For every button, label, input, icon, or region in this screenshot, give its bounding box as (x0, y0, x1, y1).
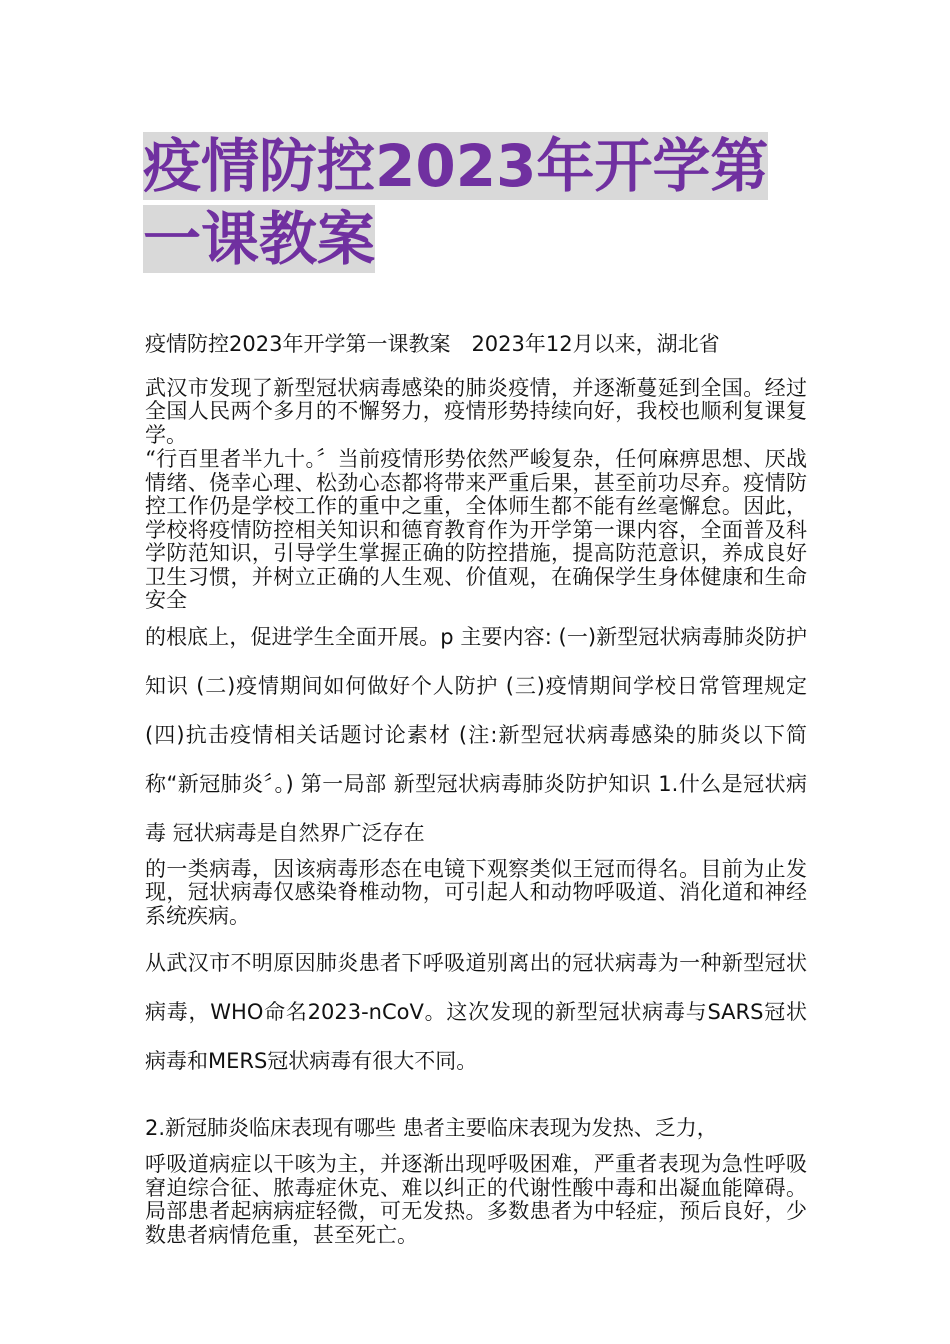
paragraph-new-coronavirus: 从武汉市不明原因肺炎患者下呼吸道别离出的冠状病毒为一种新型冠状病毒，WHO命名2023-nCoV。这次发现的新型冠状病毒与SARS冠状病毒和MERS冠状病毒有很大不同。 (145, 951, 807, 1073)
paragraph-situation: “行百里者半九十。〞当前疫情形势依然严峻复杂，任何麻痹思想、厌战情绪、侥幸心理、松劲心态都将带来严重后果，甚至前功尽弃。疫情防控工作仍是学校工作的重中之重，全体师生都不能有丝毫懈怠。因此，学校将疫情防控相关知识和德育教育作为开学第一课内容，全面普及科学防范知识，引导学生掌握正确的防控措施，提高防范意识，养成良好卫生习惯，并树立正确的人生观、价值观，在确保学生身体健康和生命安全 (145, 447, 807, 612)
document-title (143, 130, 808, 276)
paragraph-coronavirus-definition: 的一类病毒，因该病毒形态在电镜下观察类似王冠而得名。目前为止发现，冠状病毒仅感染脊椎动物，可引起人和动物呼吸道、消化道和神经系统疾病。 (145, 856, 807, 928)
paragraph-outbreak: 武汉市发现了新型冠状病毒感染的肺炎疫情，并逐渐蔓延到全国。经过全国人民两个多月的不懈努力，疫情形势持续向好，我校也顺利复课复学。 (145, 375, 807, 447)
document-title-text: 疫情防控2023年开学第一课教案 (143, 132, 769, 273)
paragraph-symptoms-heading: 2.新冠肺炎临床表现有哪些 患者主要临床表现为发热、乏力， (145, 1116, 718, 1140)
paragraph-intro: 疫情防控2023年开学第一课教案 2023年12月以来，湖北省 (145, 332, 720, 356)
paragraph-symptoms: 呼吸道病症以干咳为主，并逐渐出现呼吸困难，严重者表现为急性呼吸窘迫综合征、脓毒症休克、难以纠正的代谢性酸中毒和出凝血能障碍。局部患者起病病症轻微，可无发热。多数患者为中轻症，预后良好，少数患者病情危重，甚至死亡。 (145, 1152, 807, 1247)
paragraph-main-content: 的根底上，促进学生全面开展。p 主要内容: (一)新型冠状病毒肺炎防护知识 (二)疫情期间如何做好个人防护 (三)疫情期间学校日常管理规定 (四)抗击疫情相关话题讨论素材 (注:新型冠状病毒感染的肺炎以下简称“新冠肺炎〞。) 第一局部 新型冠状病毒肺炎防护知识 1.什么是冠状病毒 冠状病毒是自然界广泛存在 (145, 624, 807, 845)
document-body (145, 333, 807, 1247)
